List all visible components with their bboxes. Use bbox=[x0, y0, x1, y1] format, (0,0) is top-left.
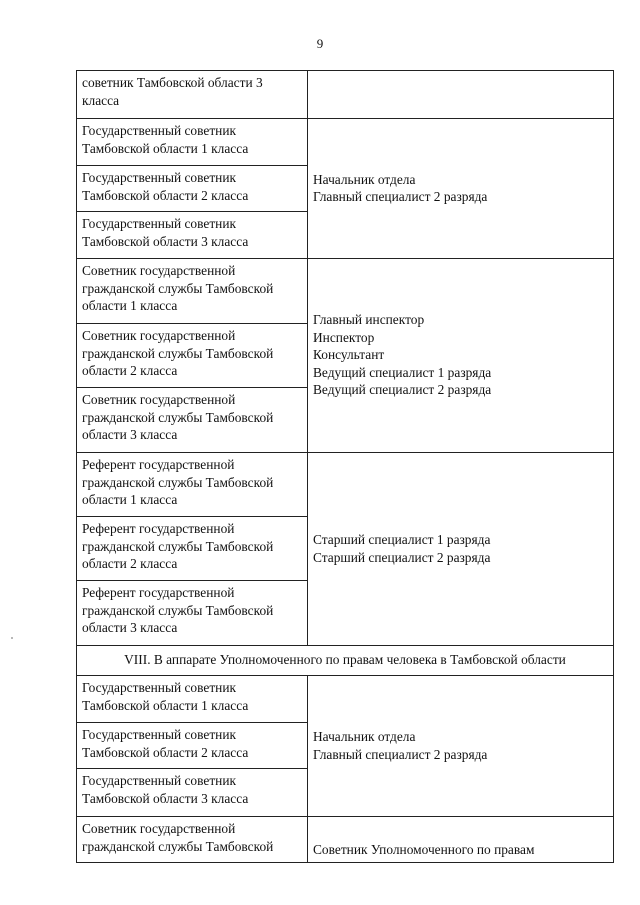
class-rank-line: Тамбовской области 1 класса bbox=[82, 140, 249, 156]
class-rank-line: Государственный советник bbox=[82, 727, 237, 742]
table-row bbox=[77, 71, 614, 119]
position-line: Начальник отдела bbox=[313, 171, 416, 187]
class-rank-line: Советник государственной bbox=[82, 821, 236, 836]
class-rank-line: гражданской службы Тамбовской bbox=[82, 345, 274, 361]
position-line: Ведущий специалист 1 разряда bbox=[313, 364, 492, 380]
position-line: Инспектор bbox=[313, 329, 375, 345]
position-line: Старший специалист 1 разряда bbox=[313, 532, 491, 547]
class-rank-cell bbox=[77, 581, 308, 646]
class-rank-line: гражданской службы Тамбовской bbox=[82, 602, 274, 618]
class-rank-line: области 3 класса bbox=[82, 620, 178, 635]
class-rank-line: советник Тамбовской области 3 bbox=[82, 75, 263, 90]
scan-speck bbox=[11, 637, 13, 639]
position-cell bbox=[308, 676, 614, 817]
table-row bbox=[77, 676, 614, 723]
class-rank-cell bbox=[77, 769, 308, 817]
class-rank-line: области 3 класса bbox=[82, 427, 178, 442]
class-rank-cell bbox=[77, 259, 308, 324]
position-line: Главный инспектор bbox=[313, 312, 425, 328]
class-rank-line: Государственный советник bbox=[82, 123, 237, 138]
class-rank-cell bbox=[77, 676, 308, 723]
position-cell bbox=[308, 259, 614, 453]
class-rank-line: области 2 класса bbox=[82, 556, 178, 571]
class-rank-line: области 2 класса bbox=[82, 363, 178, 378]
class-rank-line: класса bbox=[82, 92, 120, 108]
position-line: Главный специалист 2 разряда bbox=[313, 189, 488, 204]
class-rank-line: Тамбовской области 2 класса bbox=[82, 744, 249, 760]
class-rank-line: Государственный советник bbox=[82, 216, 237, 231]
position-line: Начальник отдела bbox=[313, 729, 416, 744]
class-rank-cell bbox=[77, 71, 308, 119]
class-rank-line: Референт государственной bbox=[82, 521, 235, 536]
class-rank-line: Тамбовской области 3 класса bbox=[82, 233, 249, 249]
class-rank-cell bbox=[77, 388, 308, 453]
class-rank-table bbox=[76, 70, 614, 863]
class-rank-cell bbox=[77, 166, 308, 212]
class-rank-cell bbox=[77, 817, 308, 863]
section-heading bbox=[77, 646, 614, 676]
page-number: 9 bbox=[316, 36, 324, 51]
class-rank-cell bbox=[77, 324, 308, 388]
class-rank-line: Тамбовской области 2 класса bbox=[82, 187, 249, 203]
position-cell bbox=[308, 453, 614, 646]
position-line: Старший специалист 2 разряда bbox=[313, 549, 491, 565]
class-rank-line: Тамбовской области 1 класса bbox=[82, 697, 249, 713]
class-rank-cell bbox=[77, 453, 308, 517]
section-heading-text: VIII. В аппарате Уполномоченного по правам человека в Тамбовской области bbox=[124, 652, 566, 668]
class-rank-line: гражданской службы Тамбовской bbox=[82, 538, 274, 554]
class-rank-line: Референт государственной bbox=[82, 457, 235, 472]
class-rank-line: области 1 класса bbox=[82, 298, 178, 313]
class-rank-line: гражданской службы Тамбовской bbox=[82, 474, 274, 490]
class-rank-line: Государственный советник bbox=[82, 680, 237, 695]
table-row bbox=[77, 119, 614, 166]
position-line: Главный специалист 2 разряда bbox=[313, 746, 488, 762]
class-rank-cell bbox=[77, 517, 308, 581]
class-rank-line: Советник государственной bbox=[82, 328, 236, 343]
class-rank-line: Государственный советник bbox=[82, 170, 237, 185]
position-cell bbox=[308, 71, 614, 119]
table-row bbox=[77, 453, 614, 517]
position-line: Консультант bbox=[313, 347, 385, 363]
table-row bbox=[77, 646, 614, 676]
table-row bbox=[77, 259, 614, 324]
class-rank-cell bbox=[77, 119, 308, 166]
class-rank-line: Советник государственной bbox=[82, 263, 236, 278]
class-rank-line: гражданской службы Тамбовской bbox=[82, 280, 274, 296]
position-cell bbox=[308, 119, 614, 259]
class-rank-cell bbox=[77, 723, 308, 769]
table-row bbox=[77, 817, 614, 863]
class-rank-line: Референт государственной bbox=[82, 585, 235, 600]
position-line: Ведущий специалист 2 разряда bbox=[313, 382, 492, 398]
class-rank-line: гражданской службы Тамбовской bbox=[82, 838, 274, 854]
position-line: Советник Уполномоченного по правам bbox=[313, 841, 535, 857]
class-rank-cell bbox=[77, 212, 308, 259]
class-rank-line: области 1 класса bbox=[82, 492, 178, 507]
class-rank-line: гражданской службы Тамбовской bbox=[82, 409, 274, 425]
class-rank-line: Тамбовской области 3 класса bbox=[82, 790, 249, 806]
class-rank-line: Советник государственной bbox=[82, 392, 236, 407]
position-cell bbox=[308, 817, 614, 863]
class-rank-line: Государственный советник bbox=[82, 773, 237, 788]
